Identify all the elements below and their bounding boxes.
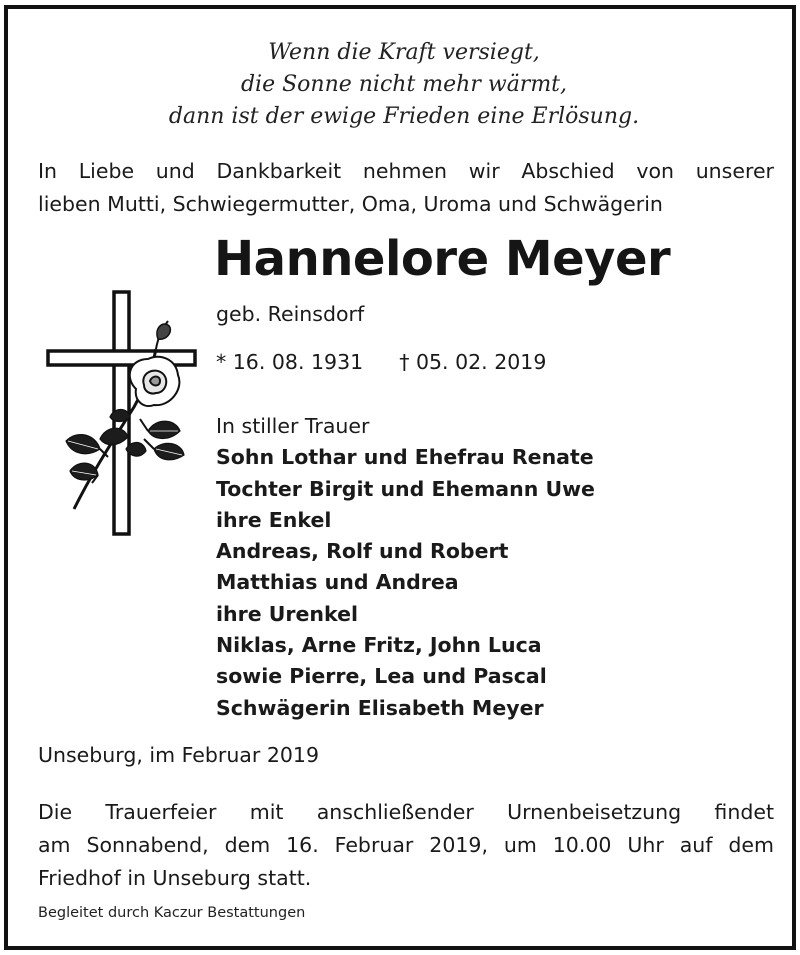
mourner-line: Matthias und Andrea <box>216 570 459 595</box>
mourner-line: sowie Pierre, Lea und Pascal <box>216 664 547 689</box>
mourner-line: ihre Enkel <box>216 507 332 532</box>
mourner-line: ihre Urenkel <box>216 601 359 626</box>
intro-line: In Liebe und Dankbarkeit nehmen wir Abschied von unserer <box>38 159 774 183</box>
mourners-list <box>216 411 595 724</box>
birth-name: geb. Reinsdorf <box>216 302 365 326</box>
intro-text <box>38 155 774 221</box>
life-dates <box>216 350 546 374</box>
funeral-info <box>38 796 774 895</box>
poem <box>8 37 800 133</box>
mourner-line: Niklas, Arne Fritz, John Luca <box>216 633 542 658</box>
mourner-line: Sohn Lothar und Ehefrau Renate <box>216 445 594 470</box>
intro-line: lieben Mutti, Schwiegermutter, Oma, Uroma und Schwägerin <box>38 192 663 216</box>
poem-line: dann ist der ewige Frieden eine Erlösung. <box>168 104 640 129</box>
place-date: Unseburg, im Februar 2019 <box>38 743 319 767</box>
funeral-home-note: Begleitet durch Kaczur Bestattungen <box>38 905 306 921</box>
funeral-line: Friedhof in Unseburg statt. <box>38 866 312 890</box>
birth-date: * 16. 08. 1931 <box>216 350 364 374</box>
mourners-heading: In stiller Trauer <box>216 414 370 438</box>
death-date: † 05. 02. 2019 <box>399 350 547 374</box>
mourner-line: Tochter Birgit und Ehemann Uwe <box>216 476 595 501</box>
obituary-frame <box>4 5 796 950</box>
cross-with-rose-icon <box>44 289 200 541</box>
mourner-line: Schwägerin Elisabeth Meyer <box>216 695 544 720</box>
funeral-line: am Sonnabend, dem 16. Februar 2019, um 10.00 Uhr auf dem <box>38 833 774 857</box>
funeral-line: Die Trauerfeier mit anschließender Urnenbeisetzung findet <box>38 800 774 824</box>
poem-line: Wenn die Kraft versiegt, <box>268 40 540 65</box>
mourner-line: Andreas, Rolf und Robert <box>216 539 509 564</box>
poem-line: die Sonne nicht mehr wärmt, <box>240 72 568 97</box>
deceased-name: Hannelore Meyer <box>214 231 671 287</box>
